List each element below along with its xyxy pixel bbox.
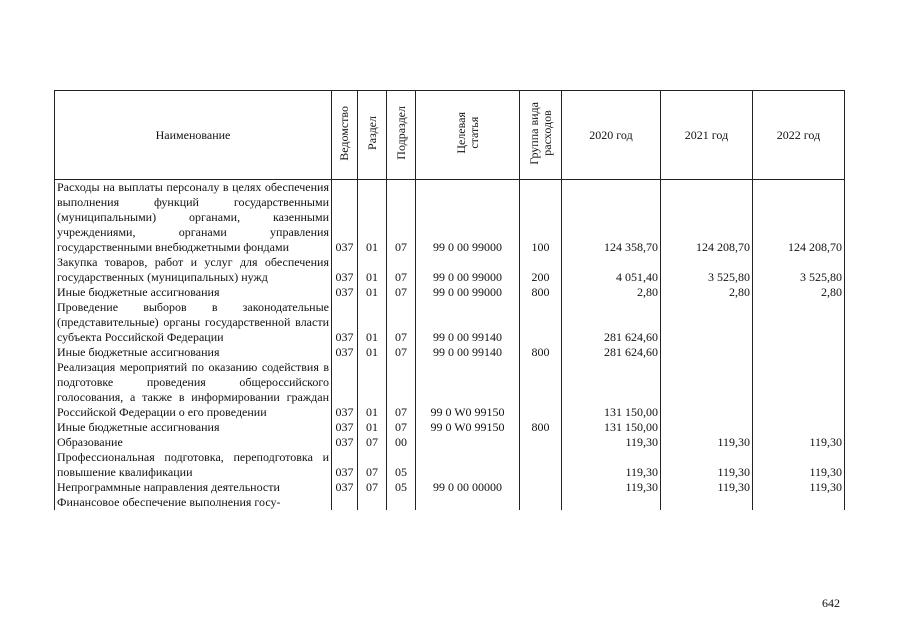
- cell-target: [416, 495, 520, 510]
- cell-y2021: [661, 300, 753, 345]
- header-2021: 2021 год: [661, 91, 753, 180]
- header-name: Наименование: [55, 91, 332, 180]
- header-group: Группа вида расходов: [520, 91, 562, 180]
- cell-y2021: [661, 420, 753, 435]
- cell-name: Профессиональная подготовка, переподготовка и повышение квалификации: [55, 450, 332, 480]
- cell-group: [520, 360, 562, 420]
- header-razdel: Раздел: [358, 91, 387, 180]
- cell-podrazdel: 07: [387, 300, 416, 345]
- cell-y2022: [753, 420, 845, 435]
- table-row: [55, 300, 845, 345]
- cell-y2020: 119,30: [562, 450, 661, 480]
- cell-target: 99 0 00 99000: [416, 180, 520, 256]
- cell-y2021: 119,30: [661, 435, 753, 450]
- cell-ved: 037: [332, 285, 358, 300]
- cell-y2022: 2,80: [753, 285, 845, 300]
- cell-podrazdel: 07: [387, 360, 416, 420]
- cell-y2021: 124 208,70: [661, 180, 753, 256]
- cell-y2021: [661, 495, 753, 510]
- cell-group: 800: [520, 345, 562, 360]
- cell-group: 200: [520, 255, 562, 285]
- cell-target: 99 0 00 99140: [416, 345, 520, 360]
- cell-name: Иные бюджетные ассигнования: [55, 420, 332, 435]
- cell-podrazdel: 07: [387, 285, 416, 300]
- header-podrazdel: Подраздел: [387, 91, 416, 180]
- cell-group: 800: [520, 420, 562, 435]
- header-vedomstvo: Ведомство: [332, 91, 358, 180]
- cell-razdel: 01: [358, 255, 387, 285]
- cell-razdel: 07: [358, 450, 387, 480]
- cell-ved: [332, 495, 358, 510]
- table-row: [55, 255, 845, 285]
- cell-podrazdel: 00: [387, 435, 416, 450]
- cell-ved: 037: [332, 345, 358, 360]
- cell-razdel: 01: [358, 420, 387, 435]
- cell-razdel: 01: [358, 285, 387, 300]
- cell-y2022: [753, 345, 845, 360]
- cell-y2020: [562, 495, 661, 510]
- cell-target: 99 0 00 00000: [416, 480, 520, 495]
- table-row: [55, 420, 845, 435]
- cell-razdel: 01: [358, 300, 387, 345]
- cell-razdel: [358, 495, 387, 510]
- cell-y2021: 3 525,80: [661, 255, 753, 285]
- cell-y2022: [753, 300, 845, 345]
- cell-group: [520, 450, 562, 480]
- cell-target: [416, 450, 520, 480]
- cell-y2020: 281 624,60: [562, 300, 661, 345]
- cell-y2020: 119,30: [562, 435, 661, 450]
- cell-y2021: [661, 345, 753, 360]
- cell-y2021: 119,30: [661, 480, 753, 495]
- cell-y2022: 119,30: [753, 480, 845, 495]
- cell-ved: 037: [332, 360, 358, 420]
- cell-razdel: 01: [358, 345, 387, 360]
- cell-podrazdel: 07: [387, 180, 416, 256]
- cell-name: Реализация мероприятий по оказанию содействия в подготовке проведения общероссийского голосования, а также в информировании граждан Российской Федерации о его проведении: [55, 360, 332, 420]
- cell-y2022: 124 208,70: [753, 180, 845, 256]
- budget-table: [54, 90, 845, 510]
- cell-podrazdel: 05: [387, 480, 416, 495]
- cell-y2020: 124 358,70: [562, 180, 661, 256]
- cell-group: [520, 480, 562, 495]
- cell-y2020: 4 051,40: [562, 255, 661, 285]
- header-2020: 2020 год: [562, 91, 661, 180]
- table-row: [55, 360, 845, 420]
- cell-y2021: 2,80: [661, 285, 753, 300]
- cell-y2020: 119,30: [562, 480, 661, 495]
- header-2022: 2022 год: [753, 91, 845, 180]
- cell-target: 99 0 00 99000: [416, 285, 520, 300]
- cell-y2022: 119,30: [753, 435, 845, 450]
- cell-razdel: 01: [358, 360, 387, 420]
- cell-ved: 037: [332, 420, 358, 435]
- cell-name: Иные бюджетные ассигнования: [55, 345, 332, 360]
- cell-y2022: 119,30: [753, 450, 845, 480]
- cell-ved: 037: [332, 180, 358, 256]
- cell-name: Иные бюджетные ассигнования: [55, 285, 332, 300]
- cell-target: 99 0 00 99140: [416, 300, 520, 345]
- table-row: [55, 480, 845, 495]
- cell-name: Образование: [55, 435, 332, 450]
- cell-ved: 037: [332, 480, 358, 495]
- cell-podrazdel: [387, 495, 416, 510]
- cell-target: 99 0 W0 99150: [416, 360, 520, 420]
- cell-podrazdel: 07: [387, 345, 416, 360]
- table-row: [55, 450, 845, 480]
- cell-name: Закупка товаров, работ и услуг для обеспечения государственных (муниципальных) нужд: [55, 255, 332, 285]
- cell-group: 100: [520, 180, 562, 256]
- cell-y2020: 281 624,60: [562, 345, 661, 360]
- cell-group: 800: [520, 285, 562, 300]
- cell-ved: 037: [332, 435, 358, 450]
- cell-razdel: 07: [358, 435, 387, 450]
- cell-target: 99 0 00 99000: [416, 255, 520, 285]
- cell-podrazdel: 05: [387, 450, 416, 480]
- cell-y2020: 131 150,00: [562, 360, 661, 420]
- cell-y2020: 131 150,00: [562, 420, 661, 435]
- cell-podrazdel: 07: [387, 420, 416, 435]
- cell-name: Расходы на выплаты персоналу в целях обеспечения выполнения функций государственными (муниципальными) органами, казенными учреждениями, органами управления государственными внебюджетными фондами: [55, 180, 332, 256]
- cell-name: Проведение выборов в законодательные (представительные) органы государственной власти субъекта Российской Федерации: [55, 300, 332, 345]
- table-header-row: [55, 91, 845, 180]
- cell-y2022: [753, 495, 845, 510]
- cell-y2022: [753, 360, 845, 420]
- cell-name: Непрограммные направления деятельности: [55, 480, 332, 495]
- cell-group: [520, 495, 562, 510]
- cell-target: [416, 435, 520, 450]
- table-row: [55, 285, 845, 300]
- cell-y2020: 2,80: [562, 285, 661, 300]
- cell-group: [520, 300, 562, 345]
- cell-name: Финансовое обеспечение выполнения госу-: [55, 495, 332, 510]
- page-number: 642: [822, 596, 840, 610]
- header-target: Целевая статья: [416, 91, 520, 180]
- cell-ved: 037: [332, 300, 358, 345]
- table-row: [55, 495, 845, 510]
- table-row: [55, 345, 845, 360]
- cell-razdel: 01: [358, 180, 387, 256]
- cell-y2021: 119,30: [661, 450, 753, 480]
- cell-ved: 037: [332, 450, 358, 480]
- table-row: [55, 180, 845, 256]
- cell-razdel: 07: [358, 480, 387, 495]
- cell-ved: 037: [332, 255, 358, 285]
- table-row: [55, 435, 845, 450]
- cell-y2021: [661, 360, 753, 420]
- cell-podrazdel: 07: [387, 255, 416, 285]
- cell-target: 99 0 W0 99150: [416, 420, 520, 435]
- cell-y2022: 3 525,80: [753, 255, 845, 285]
- cell-group: [520, 435, 562, 450]
